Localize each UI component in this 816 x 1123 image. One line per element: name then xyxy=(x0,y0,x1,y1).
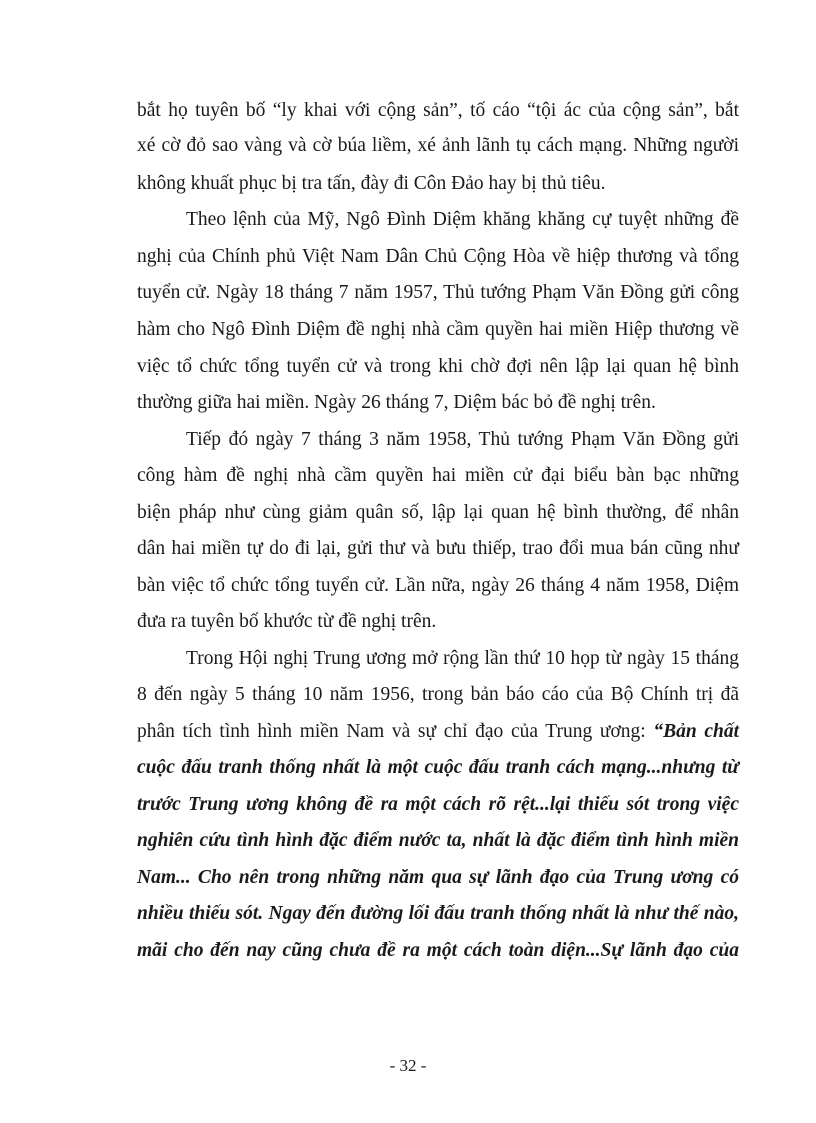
plain-text: phân tích tình hình miền Nam và sự chỉ đạo của Trung ương: xyxy=(137,721,654,742)
text-line: Theo lệnh của Mỹ, Ngô Đình Diệm khăng khăng cự tuyệt những đề xyxy=(186,209,739,230)
text-line: bàn việc tổ chức tổng tuyển cử. Lần nữa, ngày 26 tháng 4 năm 1958, Diệm xyxy=(137,575,739,596)
text-line: công hàm đề nghị nhà cầm quyền hai miền cử đại biểu bàn bạc những xyxy=(137,465,739,486)
text-line: dân hai miền tự do đi lại, gửi thư và bưu thiếp, trao đổi mua bán cũng như xyxy=(137,538,739,559)
quote-line: mãi cho đến nay cũng chưa đề ra một cách toàn diện...Sự lãnh đạo của xyxy=(137,940,739,961)
text-line: 8 đến ngày 5 tháng 10 năm 1956, trong bản báo cáo của Bộ Chính trị đã xyxy=(137,684,739,705)
text-line: Trong Hội nghị Trung ương mở rộng lần thứ 10 họp từ ngày 15 tháng xyxy=(186,648,739,669)
text-line: bắt họ tuyên bố “ly khai với cộng sản”, tố cáo “tội ác của cộng sản”, bắt xyxy=(137,100,739,121)
quote-line: Nam... Cho nên trong những năm qua sự lãnh đạo của Trung ương có xyxy=(137,867,739,888)
text-line: việc tổ chức tổng tuyển cử và trong khi chờ đợi nên lập lại quan hệ bình xyxy=(137,356,739,377)
quote-line: nghiên cứu tình hình đặc điểm nước ta, nhất là đặc điểm tình hình miền xyxy=(137,830,739,851)
quote-text: “Bản chất xyxy=(653,721,739,742)
text-line: biện pháp như cùng giảm quân số, lập lại quan hệ bình thường, để nhân xyxy=(137,502,739,523)
text-line: không khuất phục bị tra tấn, đày đi Côn Đảo hay bị thủ tiêu. xyxy=(137,173,606,194)
quote-line: cuộc đấu tranh thống nhất là một cuộc đấu tranh cách mạng...nhưng từ xyxy=(137,757,739,778)
text-line: thường giữa hai miền. Ngày 26 tháng 7, Diệm bác bỏ đề nghị trên. xyxy=(137,392,656,413)
quote-line: nhiều thiếu sót. Ngay đến đường lối đấu tranh thống nhất là như thế nào, xyxy=(137,903,739,924)
text-line: đưa ra tuyên bố khước từ đề nghị trên. xyxy=(137,611,437,632)
text-line: tuyển cử. Ngày 18 tháng 7 năm 1957, Thủ tướng Phạm Văn Đồng gửi công xyxy=(137,282,739,303)
text-line: Tiếp đó ngày 7 tháng 3 năm 1958, Thủ tướng Phạm Văn Đồng gửi xyxy=(186,429,739,450)
text-line: nghị của Chính phủ Việt Nam Dân Chủ Cộng Hòa về hiệp thương và tổng xyxy=(137,246,739,267)
page-number: - 32 - xyxy=(389,1056,427,1075)
text-line: hàm cho Ngô Đình Diệm đề nghị nhà cầm quyền hai miền Hiệp thương về xyxy=(137,319,739,340)
text-line-with-quote-start xyxy=(137,720,739,744)
text-line: xé cờ đỏ sao vàng và cờ búa liềm, xé ảnh lãnh tụ cách mạng. Những người xyxy=(137,135,739,156)
quote-line: trước Trung ương không đề ra một cách rõ rệt...lại thiếu sót trong việc xyxy=(137,794,739,815)
